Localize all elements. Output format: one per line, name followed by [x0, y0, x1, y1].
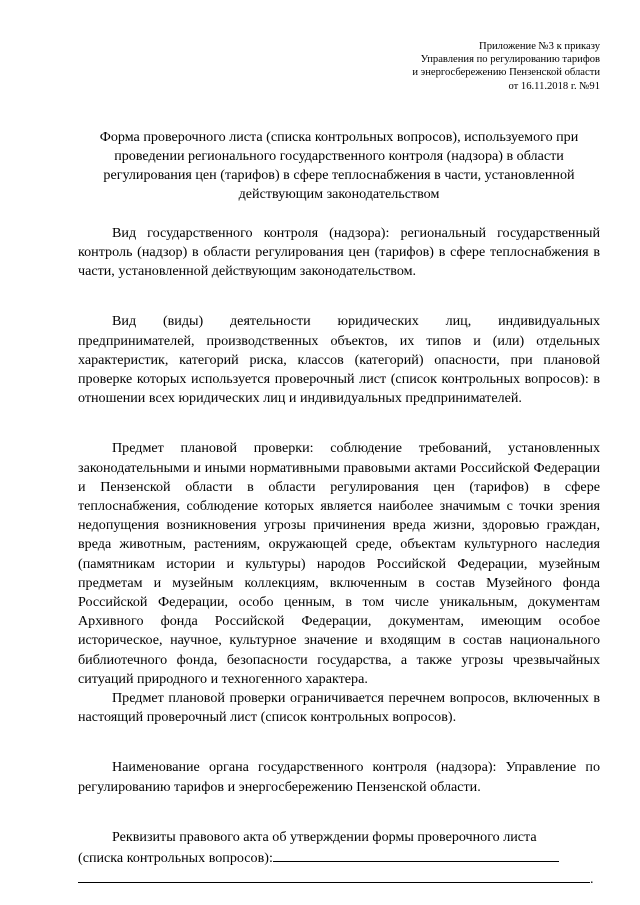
inspection-subject-paragraph: Предмет плановой проверки: соблюдение требований, установленных законодательными и иными нормативными правовыми актами Российской Федерации и Пензенской области в области регулирования цен (тарифов) в сфере теплоснабжения, соблюдение которых является наиболее значимым с точки зрения недопущения возникновения угрозы причинения вреда жизни, здоровью граждан, вреда животным, растениям, окружающей среде, объектам культурного наследия (памятникам истории и культуры) народов Российской Федерации, музейным предметам и музейным коллекциям, включенным в состав Музейного фонда Российской Федерации, особо ценным, в том числе уникальным, документам Архивного фонда Российской Федерации, документам, имеющим особое историческое, научное, культурное значение и входящим в состав национального библиотечного фонда, безопасности государства, а также угрозы чрезвычайных ситуаций природного и техногенного характера.	[78, 440, 600, 687]
requisites-blank-field-2[interactable]	[78, 868, 590, 883]
header-order-date-line: от 16.11.2018 г. №91	[508, 80, 600, 92]
requisites-line-2	[78, 847, 600, 868]
appendix-header	[78, 40, 600, 93]
requisites-end-mark: .	[590, 871, 594, 888]
header-department-line: Управления по регулированию тарифов	[420, 54, 600, 66]
control-type-paragraph: Вид государственного контроля (надзора): региональный государственный контроль (надзор) в области регулирования цен (тарифов) в сфере теплоснабжения в части, установленной действующим законодательством.	[78, 224, 600, 280]
requisites-label: Реквизиты правового акта об утверждении формы проверочного листа	[112, 828, 537, 845]
legal-act-requisites	[78, 828, 600, 890]
control-body-paragraph: Наименование органа государственного контроля (надзора): Управление по регулированию тарифов и энергосбережению Пензенской области.	[78, 759, 600, 795]
document-title: Форма проверочного листа (списка контрольных вопросов), используемого при проведении регионального государственного контроля (надзора) в области регулирования цен (тарифов) в сфере теплоснабжения в части, установленной действующим законодательством	[99, 128, 579, 202]
requisites-label-cont: (списка контрольных вопросов):	[78, 850, 273, 867]
activity-types-paragraph: Вид (виды) деятельности юридических лиц, индивидуальных предпринимателей, производственных объектов, их типов и (или) отдельных характеристик, категорий риска, классов (категорий) опасности, при плановой проверке которых используется проверочный лист (список контрольных вопросов): в отношении всех юридических лиц и индивидуальных предпринимателей.	[78, 313, 600, 407]
subject-limit-paragraph: Предмет плановой проверки ограничивается перечнем вопросов, включенных в настоящий проверочный лист (список контрольных вопросов).	[78, 690, 600, 726]
requisites-line-3	[78, 868, 600, 889]
requisites-blank-field[interactable]	[273, 847, 559, 862]
header-region-line: и энергосбережению Пензенской области	[412, 67, 600, 79]
header-appendix-line: Приложение №3 к приказу	[479, 41, 600, 52]
